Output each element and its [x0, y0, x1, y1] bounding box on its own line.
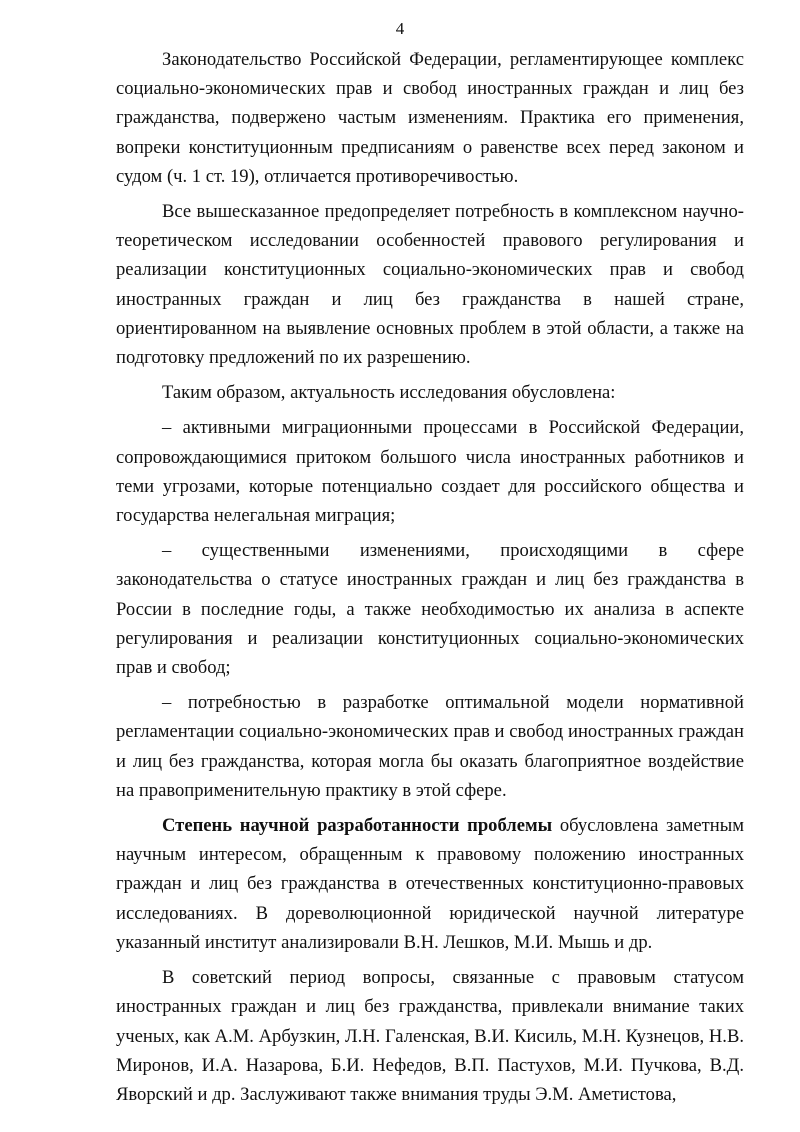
page-number: 4 [395, 19, 405, 38]
list-item-1: – активными миграционными процессами в Российской Федерации, сопровождающимися притоком большого числа иностранных работников и теми угрозами, которые потенциально создает для российского общества и государства нелегальная миграция; [116, 417, 744, 527]
section-heading: Степень научной разработанности проблемы [162, 815, 553, 837]
list-item-2: – существенными изменениями, происходящими в сфере законодательства о статусе иностранных граждан и лиц без гражданства в России в последние годы, а также необходимостью их анализа в аспекте регулирования и реализации конституционных социально-экономических прав и свобод; [116, 540, 744, 679]
paragraph-research-degree-text: обусловлена заметным научным интересом, обращенным к правовому положению иностранных граждан и лиц без гражданства в отечественных конституционно-правовых исследованиях. В дореволюционной юридической научной литературе указанный институт анализировали В.Н. Лешков, М.И. Мышь и др. [116, 815, 744, 953]
paragraph-soviet-period: В советский период вопросы, связанные с правовым статусом иностранных граждан и лиц без гражданства, привлекали внимание таких ученых, как А.М. Арбузкин, Л.Н. Галенская, В.И. Кисиль, М.Н. Кузнецов, Н.В. Миронов, И.А. Назарова, Б.И. Нефедов, В.П. Пастухов, М.И. Пучкова, В.Д. Яворский и др. Заслуживают также внимания труды Э.М. Аметистова, [116, 967, 744, 1105]
body-text [116, 45, 744, 1109]
paragraph-3: Таким образом, актуальность исследования обусловлена: [162, 382, 616, 404]
list-item-3: – потребностью в разработке оптимальной модели нормативной регламентации социально-экономических прав и свобод иностранных граждан и лиц без гражданства, которая могла бы оказать благоприятное воздействие на правоприменительную практику в этой сфере. [116, 692, 744, 801]
paragraph-1: Законодательство Российской Федерации, регламентирующее комплекс социально-экономических прав и свобод иностранных граждан и лиц без гражданства, подвержено частым изменениям. Практика его применения, вопреки конституционным предписаниям о равенстве всех перед законом и судом (ч. 1 ст. 19), отличается противоречивостью. [116, 49, 744, 187]
paragraph-research-degree [116, 811, 744, 957]
paragraph-2: Все вышесказанное предопределяет потребность в комплексном научно-теоретическом исследовании особенностей правового регулирования и реализации конституционных социально-экономических прав и свобод иностранных граждан и лиц без гражданства в нашей стране, ориентированном на выявление основных проблем в этой области, а также на подготовку предложений по их разрешению. [116, 201, 744, 369]
